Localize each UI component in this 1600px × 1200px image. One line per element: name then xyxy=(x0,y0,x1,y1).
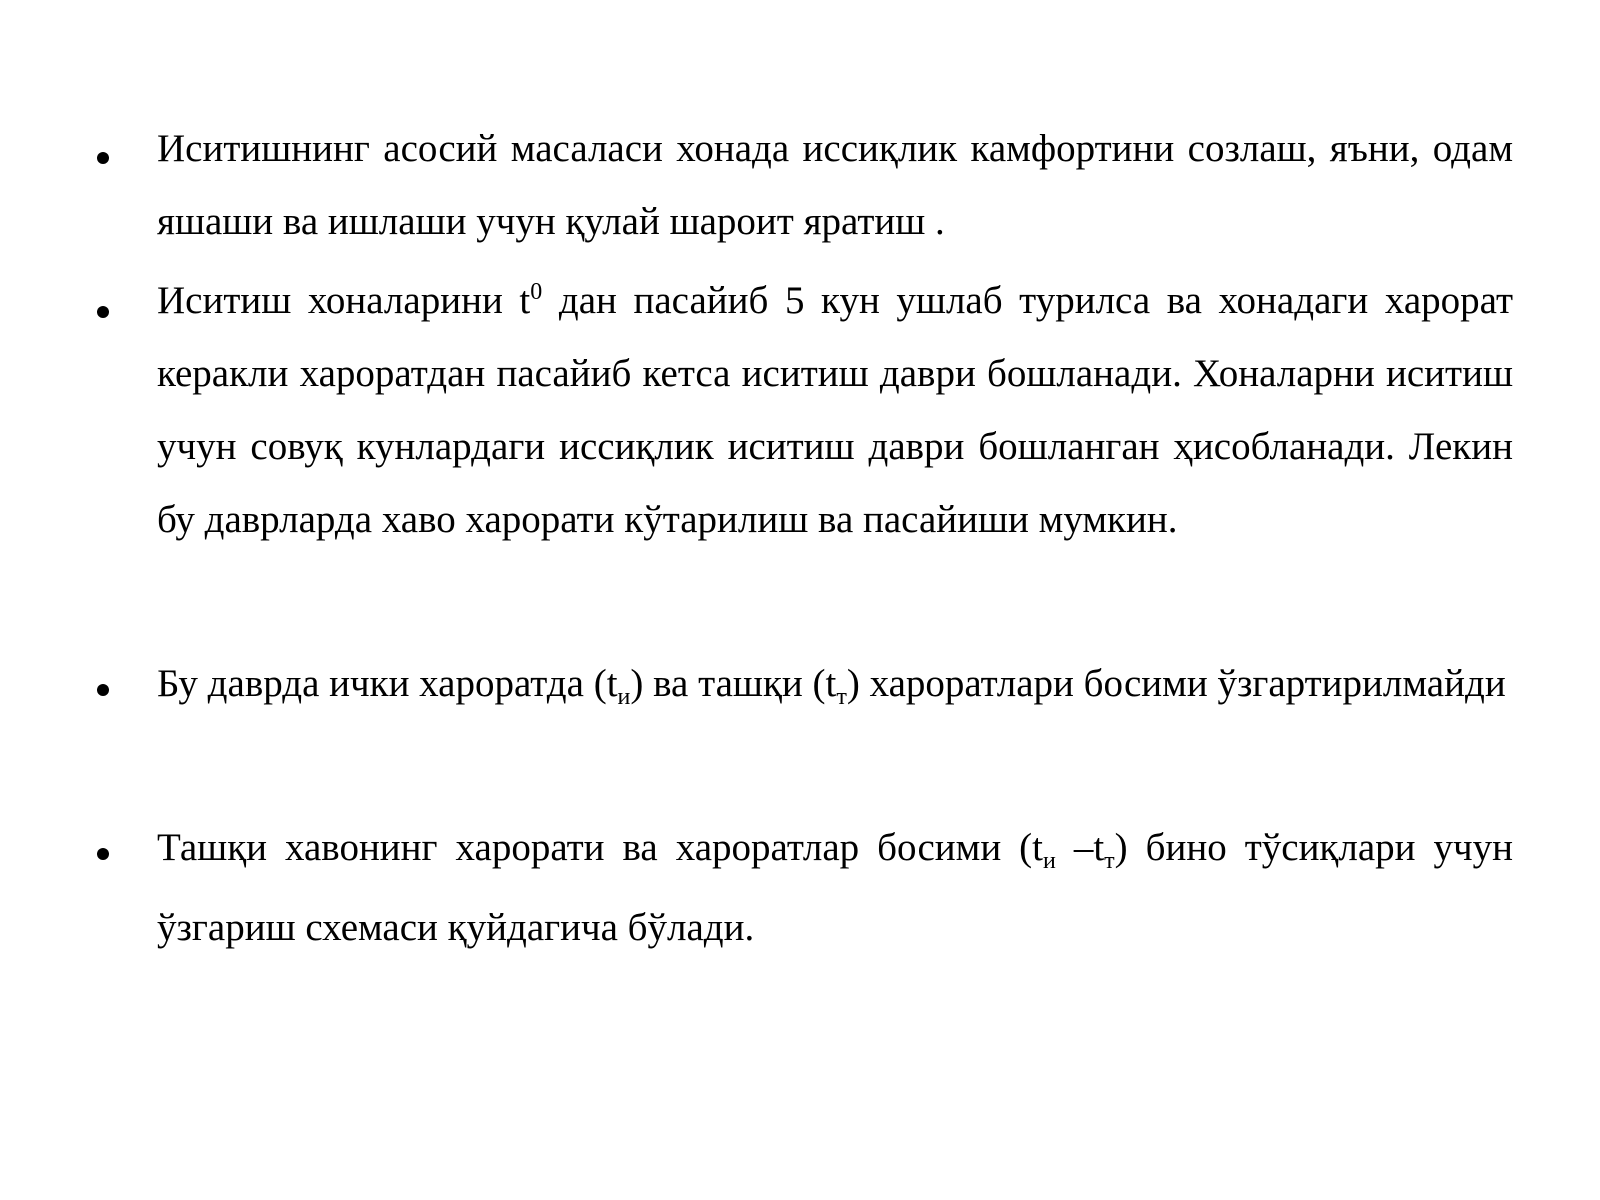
bullet-text-span: Иситишнинг асосий масаласи хонада иссиқлик камфортини созлаш, яъни, одам яшаши ва ишлаши учун қулай шароит яратиш . xyxy=(157,127,1513,243)
bullet-icon xyxy=(97,848,109,860)
bullet-text-span: Бу даврда ички хароратда (t xyxy=(157,662,618,705)
bullet-text xyxy=(157,112,1513,258)
bullet-text-span: ) хароратлари босими ўзгартирилмайди xyxy=(846,662,1506,705)
bullet-text-span: дан пасайиб 5 кун ушлаб турилса ва хонадаги харорат керакли хароратдан пасайиб кетса иситиш даври бошланади. Хоналарни иситиш учун совуқ кунлардаги иссиқлик иситиш даври бошланган ҳисобланади. Лекин бу даврларда хаво харорати кўтарилиш ва пасайиши мумкин. xyxy=(157,279,1513,541)
bullet-text xyxy=(157,808,1513,968)
bullet-text-span: –t xyxy=(1055,826,1105,869)
subscript: и xyxy=(617,684,631,710)
bullet-icon xyxy=(97,684,109,696)
bullet-icon xyxy=(97,152,109,164)
bullet-text-span: ) бино тўсиқлари учун ўзгариш схемаси қуйдагича бўлади. xyxy=(157,826,1513,949)
subscript: т xyxy=(836,684,847,710)
bullet-text-span: Ташқи хавонинг харорати ва хароратлар босими (t xyxy=(157,826,1043,869)
bullet-text-span: Иситиш хоналарини t xyxy=(157,279,531,322)
bullet-text-span: ) ва ташқи (t xyxy=(630,662,837,705)
bullet-text xyxy=(157,644,1513,724)
subscript: и xyxy=(1043,848,1056,874)
subscript: т xyxy=(1104,848,1115,874)
superscript: 0 xyxy=(530,279,543,305)
bullet-icon xyxy=(97,306,109,318)
bullet-text xyxy=(157,264,1513,556)
